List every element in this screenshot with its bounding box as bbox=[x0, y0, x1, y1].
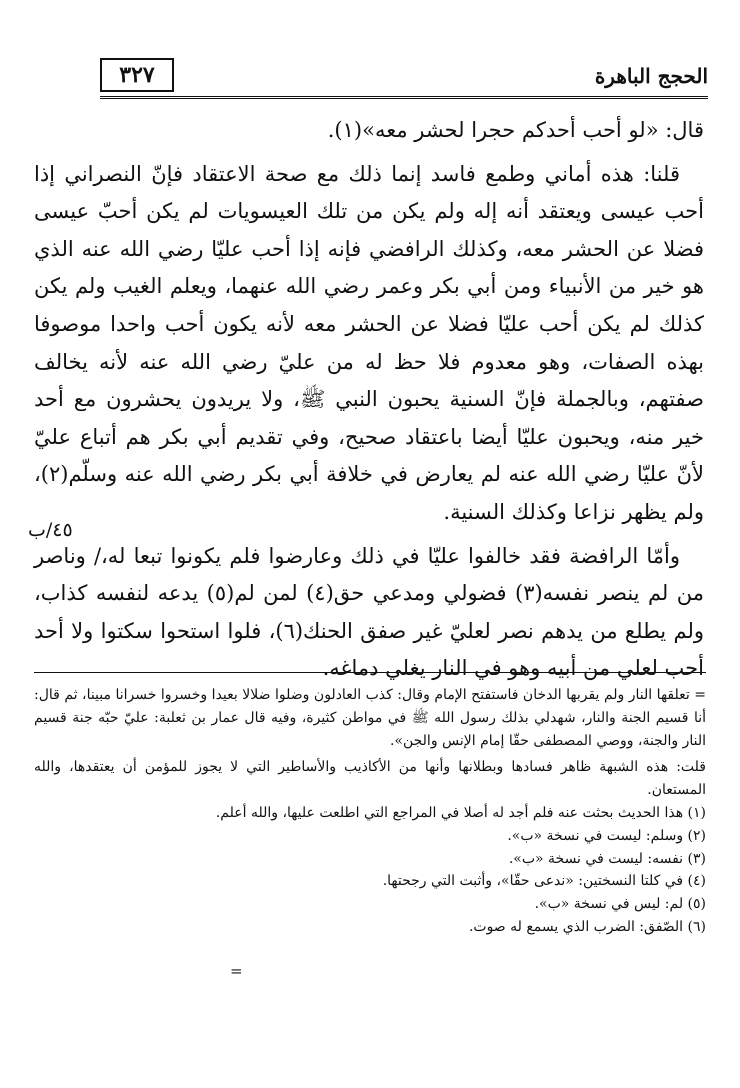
footnote-separator bbox=[34, 672, 706, 673]
page-number: ٣٢٧ bbox=[100, 58, 174, 92]
footnote-continued-mark: = bbox=[230, 962, 243, 980]
main-text bbox=[34, 112, 704, 694]
footnote-item: (٤) في كلتا النسختين: «ندعى حقّا»، وأثبت التي رجحتها. bbox=[382, 873, 706, 890]
paragraph-quote: قال: «لو أحب أحدكم حجرا لحشر معه»(١). bbox=[327, 118, 704, 142]
running-title: الحجج الباهرة bbox=[594, 64, 708, 88]
footnote-item: (٣) نفسه: ليست في نسخة «ب». bbox=[508, 850, 706, 867]
footnote-continuation: = تعلقها النار ولم يقربها الدخان فاستفتح الإمام وقال: كذب العادلون وضلوا ضلالا بعيدا وخسروا خسرانا مبينا، ثم قال: أنا قسيم الجنة والنار، شهدلي بذلك رسول الله ﷺ في مواطن كثيرة، وفيه قال عمار بن ثعلبة: عليّ حبّه جنة قسيم النار والجنة، ووصي المصطفى حقّا إمام الإنس والجن». bbox=[34, 687, 706, 749]
footnotes bbox=[34, 684, 706, 939]
page-header bbox=[100, 58, 708, 98]
manuscript-folio-note: ٤٥/ب bbox=[28, 519, 73, 541]
footnote-item: (٥) لم: ليس في نسخة «ب». bbox=[534, 896, 706, 913]
footnote-item: (٦) الصّفق: الضرب الذي يسمع له صوت. bbox=[468, 918, 706, 935]
footnote-item: (٢) وسلم: ليست في نسخة «ب». bbox=[507, 827, 706, 844]
footnote-comment: قلت: هذه الشبهة ظاهر فسادها وبطلانها وأنها من الأكاذيب والأساطير التي لا يجوز للمؤمن أن يعتقدها، والله المستعان. bbox=[34, 759, 706, 799]
header-rule bbox=[100, 96, 708, 99]
paragraph-rafida: وأمّا الرافضة فقد خالفوا عليّا في ذلك وعارضوا فلم يكونوا تبعا له،/ وناصر من لم ينصر نفسه(٣) فضولي ومدعي حق(٤) لمن لم(٥) يدعه لنفسه كذاب، ولم يطلع من يدهم نصر لعليّ غير صفق الحنك(٦)، فلوا استحوا سكتوا ولا أحد أحب لعلي من أبيه وهو في النار يغلي دماغه. bbox=[34, 543, 704, 681]
footnote-item: (١) هذا الحديث بحثت عنه فلم أجد له أصلا في المراجع التي اطلعت عليها، والله أعلم. bbox=[215, 804, 706, 821]
paragraph-reply: قلنا: هذه أماني وطمع فاسد إنما ذلك مع صحة الاعتقاد فإنّ النصراني إذا أحب عيسى ويعتقد أنه إله ولم يكن من تلك العيسويات لم يكن أحبّ عيسى فضلا عن الحشر معه، وكذلك الرافضي فإنه إذا أحب عليّا رضي الله عنه الذي هو خير من الأنبياء ومن أبي بكر وعمر رضي الله عنهما، ويعلم الغيب ولم يكن كذلك لم يكن أحب عليّا فضلا عن الحشر معه لأنه يكون أحب واحدا موصوفا بهذه الصفات، وهو معدوم فلا حظ له من عليّ رضي الله عنه لأنه يخالف صفتهم، وبالجملة فإنّ السنية يحبون النبي ﷺ، ولا يريدون يحشرون مع أحد خير منه، ويحبون عليّا أيضا باعتقاد صحيح، وفي تقديم أبي بكر هم أتباع عليّ لأنّ عليّا رضي الله عنه لم يعارض في خلافة أبي بكر رضي الله عنه وسلّم(٢)، ولم يظهر نزاعا وكذلك السنية. bbox=[34, 161, 704, 524]
